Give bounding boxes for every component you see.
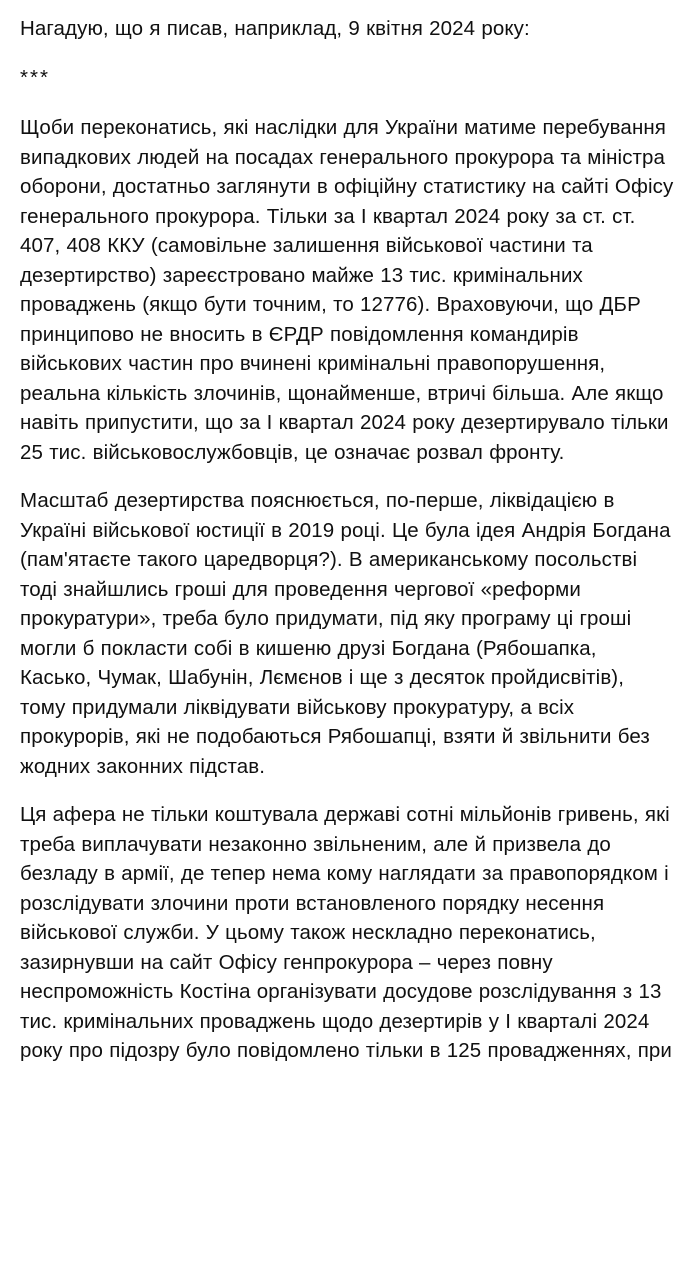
paragraph-separator: ***: [20, 65, 50, 89]
paragraph-body-2: Масштаб дезертирства пояснюється, по-перше, ліквідацією в Україні військової юстиції в 2019 році. Це була ідея Андрія Богдана (пам'ятаєте такого царедворця?). В американському посольстві тоді знайшлись гроші для проведення чергової «реформи прокуратури», треба було придумати, під яку програму ці гроші могли б покласти собі в кишеню друзі Богдана (Рябошапка, Касько, Чумак, Шабунін, Лємєнов і ще з десяток пройдисвітів), тому придумали ліквідувати військову прокуратуру, а всіх прокурорів, які не подобаються Рябошапці, взяти й звільнити без жодних законних підстав.: [20, 489, 671, 778]
paragraph-body-1: Щоби переконатись, які наслідки для України матиме перебування випадкових людей на посадах генерального прокурора та міністра оборони, достатньо заглянути в офіційну статистику на сайті Офісу генерального прокурора. Тільки за I квартал 2024 року за ст. ст. 407, 408 ККУ (самовільне залишення військової частини та дезертирство) зареєстровано майже 13 тис. кримінальних проваджень (якщо бути точним, то 12776). Враховуючи, що ДБР принципово не вносить в ЄРДР повідомлення командирів військових частин про вчинені кримінальні правопорушення, реальна кількість злочинів, щонайменше, втричі більша. Але якщо навіть припустити, що за I квартал 2024 року дезертирувало тільки 25 тис. військовослужбовців, це означає розвал фронту.: [20, 116, 674, 464]
paragraph-intro: Нагадую, що я писав, наприклад, 9 квітня 2024 року:: [20, 17, 530, 40]
paragraph-body-3: Ця афера не тільки коштувала державі сотні мільйонів гривень, які треба виплачувати незаконно звільненим, але й призвела до безладу в армії, де тепер нема кому наглядати за правопорядком і розслідувати злочини проти встановленого порядку несення військової служби. У цьому також нескладно переконатись, зазирнувши на сайт Офісу генпрокурора – через повну неспроможність Костіна організувати досудове розслідування з 13 тис. кримінальних проваджень щодо дезертирів у I кварталі 2024 року про підозру було повідомлено тільки в 125 провадженнях, при: [20, 803, 672, 1062]
